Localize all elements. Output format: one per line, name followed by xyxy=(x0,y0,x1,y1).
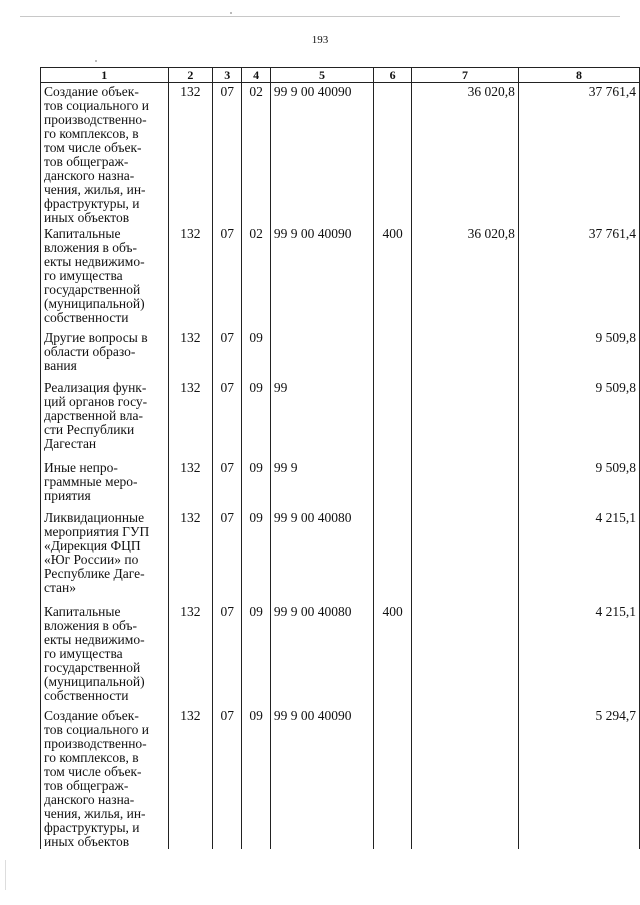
description-line: данского назна- xyxy=(44,792,135,807)
description-line: Ликвидационные xyxy=(44,510,145,525)
subsection-cell: 09 xyxy=(242,329,270,379)
description-line: чения, жилья, ин- xyxy=(44,182,146,197)
header-col-5: 5 xyxy=(270,68,373,83)
admin-code-cell: 132 xyxy=(168,509,213,603)
description-line: производственно- xyxy=(44,112,147,127)
table-row xyxy=(41,509,640,603)
subsection-cell: 02 xyxy=(242,225,270,329)
description-line: граммные меро- xyxy=(44,474,138,489)
description-line: тов общеграж- xyxy=(44,154,129,169)
description-line: том числе объек- xyxy=(44,764,142,779)
description-line: го комплексов, в xyxy=(44,750,139,765)
subsection-cell: 09 xyxy=(242,459,270,509)
description-line: Дагестан xyxy=(44,436,97,451)
expense-type-cell xyxy=(374,509,412,603)
description-line: иных объектов xyxy=(44,834,130,849)
admin-code-cell: 132 xyxy=(168,379,213,459)
description-line: вания xyxy=(44,358,77,373)
section-cell: 07 xyxy=(213,225,242,329)
target-item-cell: 99 9 00 40090 xyxy=(270,83,373,226)
description-line: сти Республики xyxy=(44,422,135,437)
admin-code-cell: 132 xyxy=(168,83,213,226)
description-line: Республике Даге- xyxy=(44,566,145,581)
description-line: собственности xyxy=(44,688,129,703)
target-item-cell: 99 xyxy=(270,379,373,459)
description-line: тов социального и xyxy=(44,98,149,113)
description-line: том числе объек- xyxy=(44,140,142,155)
amount-year2-cell: 9 509,8 xyxy=(518,459,639,509)
description-line: вложения в объ- xyxy=(44,618,138,633)
admin-code-cell: 132 xyxy=(168,603,213,707)
admin-code-cell: 132 xyxy=(168,707,213,849)
row-description xyxy=(41,329,169,379)
description-line: тов общеграж- xyxy=(44,778,129,793)
description-line: фраструктуры, и xyxy=(44,196,140,211)
row-description xyxy=(41,379,169,459)
target-item-cell: 99 9 00 40080 xyxy=(270,509,373,603)
amount-year1-cell xyxy=(412,707,519,849)
target-item-cell: 99 9 00 40090 xyxy=(270,225,373,329)
table-row xyxy=(41,83,640,226)
description-line: Капитальные xyxy=(44,226,121,241)
expense-type-cell xyxy=(374,329,412,379)
section-cell: 07 xyxy=(213,603,242,707)
description-line: Реализация функ- xyxy=(44,380,147,395)
header-col-3: 3 xyxy=(213,68,242,83)
amount-year2-cell: 5 294,7 xyxy=(518,707,639,849)
section-cell: 07 xyxy=(213,379,242,459)
subsection-cell: 09 xyxy=(242,509,270,603)
table-row xyxy=(41,459,640,509)
row-description xyxy=(41,603,169,707)
admin-code-cell: 132 xyxy=(168,329,213,379)
amount-year1-cell: 36 020,8 xyxy=(412,83,519,226)
table-body xyxy=(41,83,640,850)
description-line: данского назна- xyxy=(44,168,135,183)
subsection-cell: 09 xyxy=(242,707,270,849)
header-row xyxy=(41,68,640,83)
section-cell: 07 xyxy=(213,459,242,509)
description-line: области образо- xyxy=(44,344,136,359)
section-cell: 07 xyxy=(213,509,242,603)
amount-year1-cell: 36 020,8 xyxy=(412,225,519,329)
amount-year1-cell xyxy=(412,459,519,509)
header-col-1: 1 xyxy=(41,68,169,83)
expense-type-cell xyxy=(374,459,412,509)
row-description xyxy=(41,509,169,603)
table-row xyxy=(41,707,640,849)
amount-year1-cell xyxy=(412,603,519,707)
description-line: мероприятия ГУП xyxy=(44,524,150,539)
expense-type-cell: 400 xyxy=(374,225,412,329)
expense-type-cell xyxy=(374,83,412,226)
expense-type-cell xyxy=(374,707,412,849)
description-line: Создание объек- xyxy=(44,708,139,723)
description-line: го комплексов, в xyxy=(44,126,139,141)
target-item-cell: 99 9 00 40080 xyxy=(270,603,373,707)
header-col-7: 7 xyxy=(412,68,519,83)
amount-year2-cell: 4 215,1 xyxy=(518,603,639,707)
page-number: 193 xyxy=(311,34,329,46)
admin-code-cell: 132 xyxy=(168,459,213,509)
target-item-cell: 99 9 xyxy=(270,459,373,509)
description-line: собственности xyxy=(44,310,129,325)
subsection-cell: 09 xyxy=(242,379,270,459)
admin-code-cell: 132 xyxy=(168,225,213,329)
description-line: го имущества xyxy=(44,268,123,283)
header-col-2: 2 xyxy=(168,68,213,83)
table-row xyxy=(41,329,640,379)
description-line: стан» xyxy=(44,580,77,595)
description-line: Капитальные xyxy=(44,604,121,619)
description-line: (муниципальной) xyxy=(44,674,145,689)
target-item-cell xyxy=(270,329,373,379)
top-rule xyxy=(20,16,620,17)
description-line: государственной xyxy=(44,282,141,297)
row-description xyxy=(41,83,169,226)
row-description xyxy=(41,707,169,849)
amount-year1-cell xyxy=(412,379,519,459)
description-line: го имущества xyxy=(44,646,123,661)
scan-speck xyxy=(230,12,232,14)
description-line: тов социального и xyxy=(44,722,149,737)
row-description xyxy=(41,459,169,509)
description-line: фраструктуры, и xyxy=(44,820,140,835)
amount-year1-cell xyxy=(412,509,519,603)
target-item-cell: 99 9 00 40090 xyxy=(270,707,373,849)
scan-speck xyxy=(5,860,6,890)
amount-year2-cell: 4 215,1 xyxy=(518,509,639,603)
header-col-8: 8 xyxy=(518,68,639,83)
budget-table xyxy=(40,67,640,849)
description-line: екты недвижимо- xyxy=(44,632,145,647)
expense-type-cell xyxy=(374,379,412,459)
description-line: чения, жилья, ин- xyxy=(44,806,146,821)
amount-year1-cell xyxy=(412,329,519,379)
section-cell: 07 xyxy=(213,329,242,379)
amount-year2-cell: 37 761,4 xyxy=(518,225,639,329)
description-line: государственной xyxy=(44,660,141,675)
expense-type-cell: 400 xyxy=(374,603,412,707)
table-row xyxy=(41,379,640,459)
header-col-6: 6 xyxy=(374,68,412,83)
description-line: Другие вопросы в xyxy=(44,330,148,345)
description-line: Создание объек- xyxy=(44,84,139,99)
description-line: «Юг России» по xyxy=(44,552,139,567)
subsection-cell: 02 xyxy=(242,83,270,226)
description-line: ций органов госу- xyxy=(44,394,148,409)
scan-speck xyxy=(95,60,97,62)
description-line: (муниципальной) xyxy=(44,296,145,311)
description-line: дарственной вла- xyxy=(44,408,144,423)
header-col-4: 4 xyxy=(242,68,270,83)
subsection-cell: 09 xyxy=(242,603,270,707)
table-row xyxy=(41,603,640,707)
row-description xyxy=(41,225,169,329)
description-line: иных объектов xyxy=(44,210,130,225)
description-line: вложения в объ- xyxy=(44,240,138,255)
section-cell: 07 xyxy=(213,83,242,226)
amount-year2-cell: 9 509,8 xyxy=(518,329,639,379)
amount-year2-cell: 9 509,8 xyxy=(518,379,639,459)
description-line: «Дирекция ФЦП xyxy=(44,538,141,553)
description-line: Иные непро- xyxy=(44,460,118,475)
description-line: производственно- xyxy=(44,736,147,751)
table-row xyxy=(41,225,640,329)
amount-year2-cell: 37 761,4 xyxy=(518,83,639,226)
section-cell: 07 xyxy=(213,707,242,849)
description-line: приятия xyxy=(44,488,91,503)
description-line: екты недвижимо- xyxy=(44,254,145,269)
